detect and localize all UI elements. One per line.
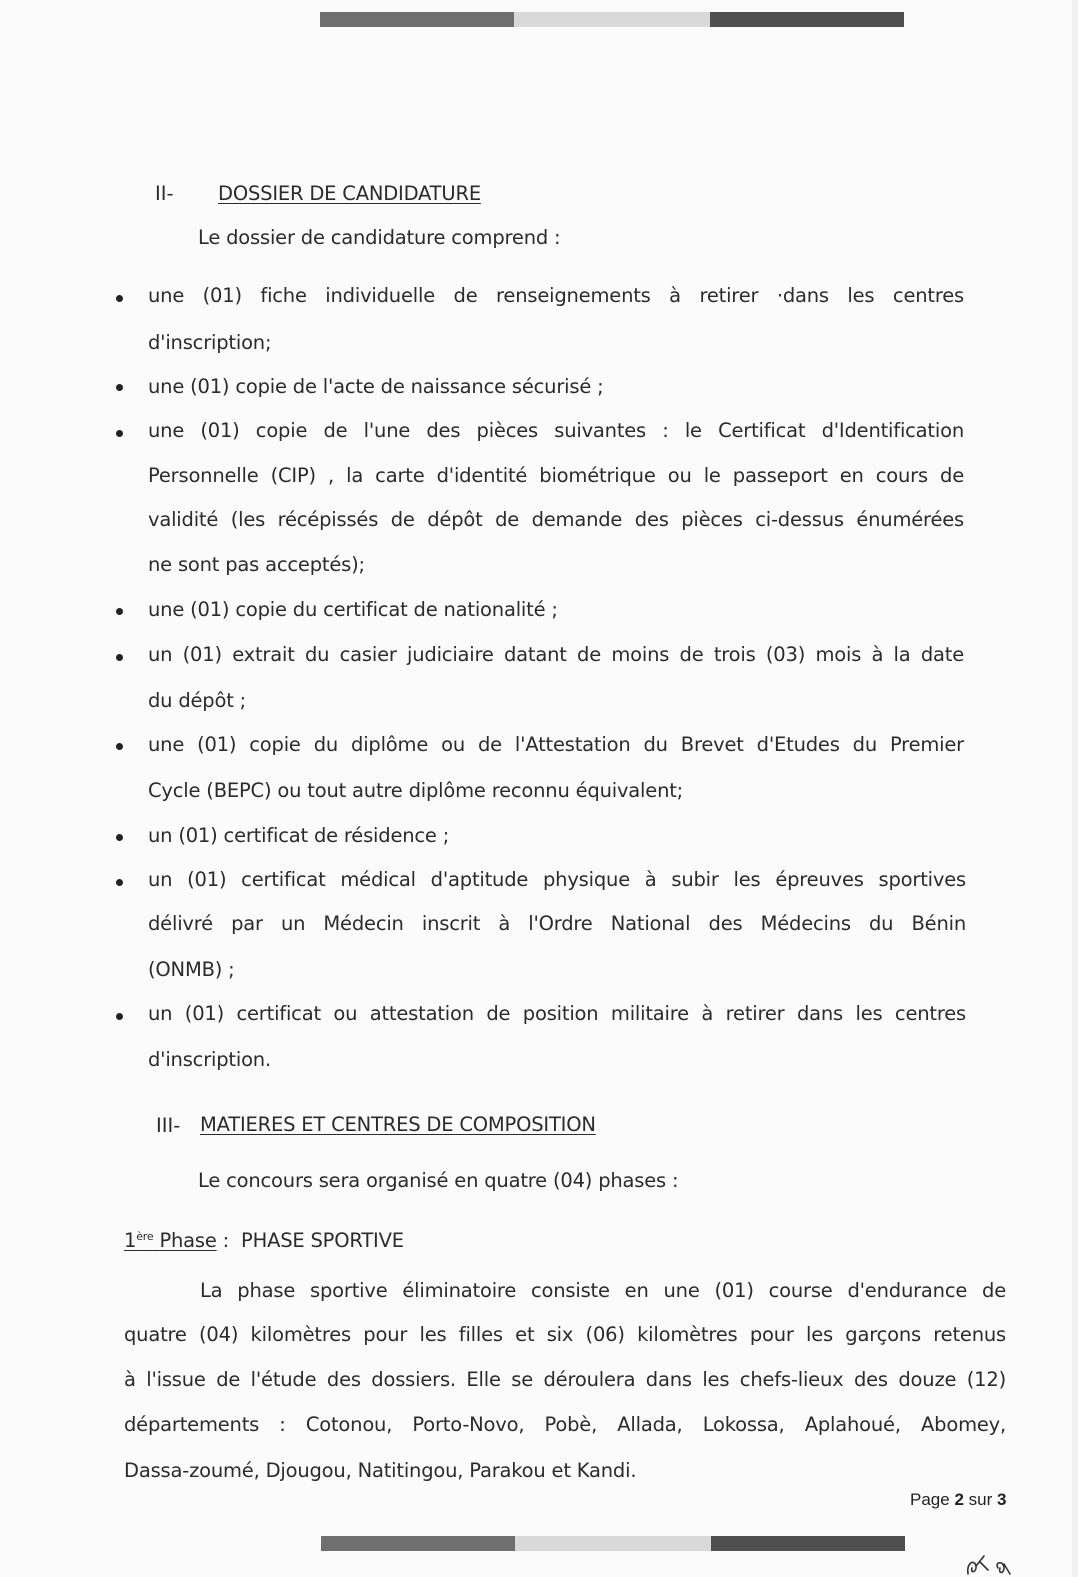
- page-current: 2: [954, 1490, 964, 1509]
- phase-ordinal-suffix: ère: [136, 1230, 154, 1243]
- page-separator: sur: [963, 1490, 997, 1509]
- list-item-line: délivré par un Médecin inscrit à l'Ordre National des Médecins du Bénin: [148, 912, 966, 935]
- list-item-line: un (01) certificat ou attestation de position militaire à retirer dans les centres: [148, 1002, 966, 1025]
- paragraph-line: à l'issue de l'étude des dossiers. Elle se déroulera dans les chefs-lieux des douze (12): [124, 1368, 1006, 1391]
- flag-band-segment: [320, 12, 514, 27]
- bullet-icon: [116, 743, 123, 750]
- section-2-number: II-: [155, 182, 174, 205]
- flag-band-segment: [711, 1536, 905, 1551]
- page-edge: [1072, 0, 1078, 1577]
- bullet-icon: [116, 879, 123, 886]
- bullet-icon: [116, 1013, 123, 1020]
- handwritten-initials-icon: [962, 1544, 1022, 1577]
- page-prefix: Page: [910, 1490, 955, 1509]
- page-number: [910, 1490, 1006, 1510]
- paragraph-line: quatre (04) kilomètres pour les filles et six (06) kilomètres pour les garçons retenus: [124, 1323, 1006, 1346]
- flag-band-segment: [710, 12, 904, 27]
- bullet-icon: [116, 384, 123, 391]
- list-item-line: ne sont pas acceptés);: [148, 553, 365, 576]
- list-item-line: une (01) copie du diplôme ou de l'Attestation du Brevet d'Etudes du Premier: [148, 733, 964, 756]
- header-flag-band: [320, 12, 904, 27]
- list-item-line: un (01) certificat de résidence ;: [148, 824, 450, 847]
- bullet-icon: [116, 654, 123, 661]
- list-item-line: Cycle (BEPC) ou tout autre diplôme reconnu équivalent;: [148, 779, 684, 802]
- section-2-intro: Le dossier de candidature comprend :: [198, 226, 561, 249]
- phase-ordinal: 1: [124, 1229, 137, 1252]
- list-item-line: d'inscription.: [148, 1048, 271, 1071]
- footer-flag-band: [321, 1536, 905, 1551]
- list-item-line: une (01) copie du certificat de nationalité ;: [148, 598, 558, 621]
- phase-title: PHASE SPORTIVE: [241, 1229, 404, 1252]
- section-3-number: III-: [156, 1114, 181, 1137]
- paragraph-line: Dassa-zoumé, Djougou, Natitingou, Parakou et Kandi.: [124, 1459, 637, 1482]
- list-item-line: d'inscription;: [148, 331, 272, 354]
- paragraph-line: La phase sportive éliminatoire consiste en une (01) course d'endurance de: [200, 1279, 1006, 1302]
- bullet-icon: [116, 430, 123, 437]
- section-3-title: MATIERES ET CENTRES DE COMPOSITION: [200, 1113, 596, 1136]
- paragraph-line: départements : Cotonou, Porto-Novo, Pobè, Allada, Lokossa, Aplahoué, Abomey,: [124, 1413, 1006, 1436]
- bullet-icon: [116, 295, 123, 302]
- list-item-line: (ONMB) ;: [148, 958, 235, 981]
- list-item-line: du dépôt ;: [148, 689, 247, 712]
- list-item-line: une (01) copie de l'acte de naissance sécurisé ;: [148, 375, 604, 398]
- list-item-line: une (01) copie de l'une des pièces suivantes : le Certificat d'Identification: [148, 419, 964, 442]
- flag-band-segment: [515, 1536, 711, 1551]
- phase-label: Phase: [159, 1229, 217, 1252]
- list-item-line: Personnelle (CIP) , la carte d'identité biométrique ou le passeport en cours de: [148, 464, 964, 487]
- bullet-icon: [116, 834, 123, 841]
- bullet-icon: [116, 608, 123, 615]
- flag-band-segment: [321, 1536, 515, 1551]
- section-2-title: DOSSIER DE CANDIDATURE: [218, 182, 481, 205]
- list-item-line: une (01) fiche individuelle de renseignements à retirer ·dans les centres: [148, 284, 964, 307]
- flag-band-segment: [514, 12, 710, 27]
- list-item-line: un (01) certificat médical d'aptitude physique à subir les épreuves sportives: [148, 868, 966, 891]
- section-3-intro: Le concours sera organisé en quatre (04) phases :: [198, 1169, 679, 1192]
- phase-1-heading: [124, 1225, 404, 1253]
- phase-separator: :: [216, 1229, 242, 1252]
- list-item-line: un (01) extrait du casier judiciaire datant de moins de trois (03) mois à la date: [148, 643, 964, 666]
- page-total: 3: [996, 1490, 1007, 1509]
- list-item-line: validité (les récépissés de dépôt de demande des pièces ci-dessus énumérées: [148, 508, 964, 531]
- phase-1-label: [124, 1229, 217, 1252]
